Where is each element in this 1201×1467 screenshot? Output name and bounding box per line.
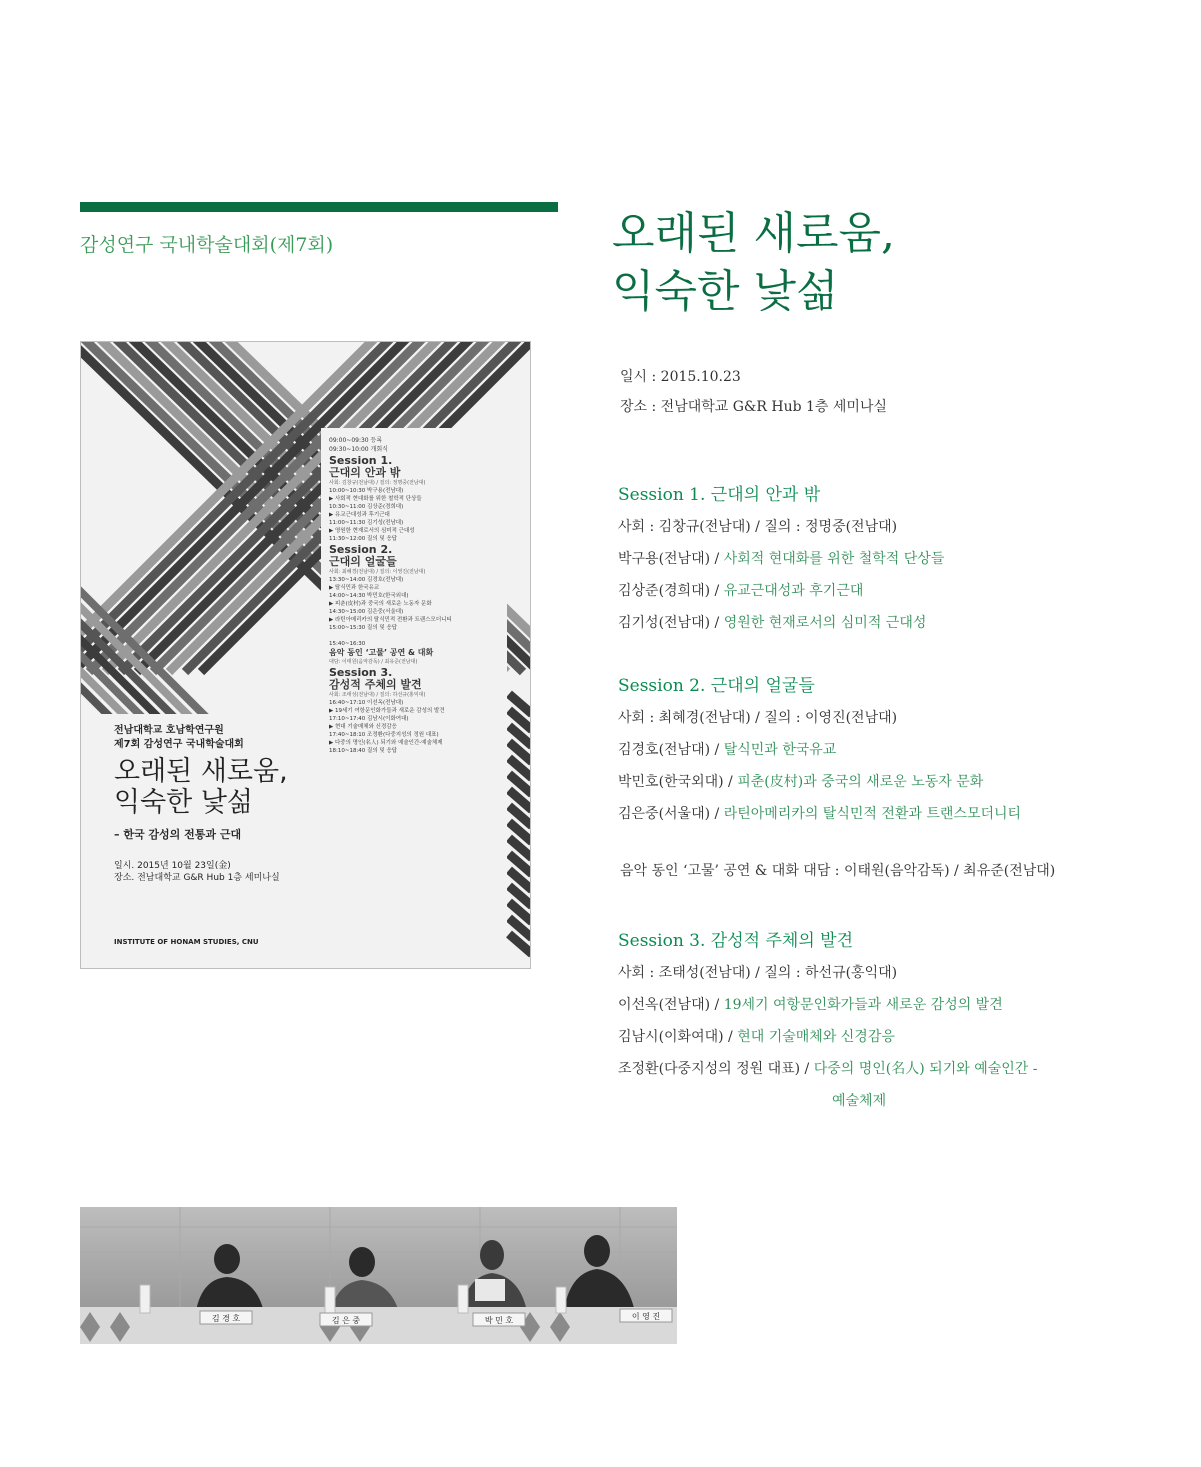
nameplate: 이 영 진 [631,1312,661,1321]
poster-schedule-1: 09:30~10:00 개회식 [329,446,388,453]
poster-s2-item: 15:00~15:30 질의 및 응답 [329,625,398,631]
poster-s1-item: ▶ 유교근대성과 후기근대 [329,512,390,518]
talk-speaker: 김은중(서울대) / [618,806,724,822]
poster-s2-item: ▶ 탈식민과 한국유교 [329,585,380,591]
poster-s3-item: 17:40~18:10 조정환(다중지성의 정원 대표) [329,732,439,738]
music-program: 음악 동인 ‘고물’ 공연 & 대화 대담 : 이태원(음악감독) / 최유준(전남대) [620,863,1056,879]
event-info [620,362,887,422]
talk-row [618,607,944,639]
poster-music-time: 15:40~16:30 [329,641,366,647]
talk-title-continuation: 예술체제 [832,1093,887,1109]
talk-row [618,766,1021,798]
event-date: 일시 : 2015.10.23 [620,369,741,385]
poster-s3-item: 18:10~18:40 질의 및 응답 [329,748,398,754]
poster-s2-item: ▶ 라틴아메리카의 탈식민적 전환과 트랜스모더니티 [329,617,452,623]
poster-event: 제7회 감성연구 국내학술대회 [114,739,244,750]
session-host: 사회 : 김창규(전남대) / 질의 : 정명중(전남대) [618,519,898,535]
talk-title: 다중의 명인(名人) 되기와 예술인간 - [813,1061,1038,1077]
poster-s3-item: ▶ 19세기 여항문인화가들과 새로운 감성의 발견 [329,708,445,714]
poster-s2-item: 14:30~15:00 김은중(서울대) [329,609,404,615]
session-heading: Session 1. 근대의 안과 밖 [618,485,821,505]
event-place: 장소 : 전남대학교 G&R Hub 1층 세미나실 [620,399,887,415]
talk-title: 탈식민과 한국유교 [723,742,837,758]
talk-title: 라틴아메리카의 탈식민적 전환과 트랜스모더니티 [723,806,1022,822]
poster-s1-item: ▶ 사회적 현대화를 위한 철학적 단상들 [329,496,422,502]
talk-speaker: 김경호(전남대) / [618,742,724,758]
nameplate: 김 경 호 [211,1314,241,1323]
poster-session2-title: 근대의 얼굴들 [329,555,397,568]
poster-s3-item: 16:40~17:10 이선옥(전남대) [329,700,404,706]
talk-speaker: 김상준(경희대) / [618,583,724,599]
talk-speaker: 조정환(다중지성의 정원 대표) / [618,1061,814,1077]
session-3 [618,929,1037,1117]
poster-place: 장소. 전남대학교 G&R Hub 1층 세미나실 [114,873,280,883]
poster-footer: INSTITUTE OF HONAM STUDIES, CNU [114,938,259,946]
poster-music-host: 대담: 이태원(음악감독) / 최유준(전남대) [329,659,418,665]
poster-s1-item: 10:00~10:30 박구용(전남대) [329,488,404,494]
talk-title: 현대 기술매체와 신경감응 [737,1029,895,1045]
poster-s3-item: ▶ 현대 기술매체와 신경감응 [329,724,397,730]
session-heading: Session 3. 감성적 주체의 발견 [618,931,853,951]
poster-s1-item: 11:00~11:30 김기성(전남대) [329,520,404,526]
poster-session1-title: 근대의 안과 밖 [329,466,401,479]
poster-session2-label: Session 2. [329,543,393,556]
session-host: 사회 : 최혜경(전남대) / 질의 : 이영진(전남대) [618,710,898,726]
poster-session3-title: 감성적 주체의 발견 [329,678,422,691]
title-line-1: 오래된 새로움, [612,208,895,259]
talk-speaker: 김남시(이화여대) / [618,1029,738,1045]
poster-subtitle: – 한국 감성의 전통과 근대 [114,828,242,841]
talk-title: 19세기 여항문인화가들과 새로운 감성의 발견 [723,997,1003,1013]
poster-session1-host: 사회: 김창규(전남대) / 질의: 정명중(전남대) [329,480,426,486]
talk-speaker: 박민호(한국외대) / [618,774,738,790]
talk-title: 유교근대성과 후기근대 [723,583,864,599]
nameplate: 박 민 호 [484,1316,514,1325]
nameplate: 김 은 중 [331,1316,361,1325]
section-label: 감성연구 국내학술대회(제7회) [80,234,334,256]
poster-s1-item: ▶ 영원한 현재로서의 심미적 근대성 [329,528,415,534]
poster-session2-host: 사회: 최혜경(전남대) / 질의: 이영진(전남대) [329,569,426,575]
poster-session1-label: Session 1. [329,454,393,467]
page-title [612,205,895,321]
header-accent-bar [80,202,558,212]
talk-row [618,575,944,607]
poster-s1-item: 10:30~11:00 김상준(경희대) [329,504,404,510]
event-poster [80,341,531,969]
poster-title-line-1: 오래된 새로움, [114,756,288,787]
talk-row [618,1021,1037,1053]
talk-title: 영원한 현재로서의 심미적 근대성 [723,615,927,631]
talk-title: 사회적 현대화를 위한 철학적 단상들 [723,551,945,567]
talk-speaker: 이선옥(전남대) / [618,997,724,1013]
panel-photo [80,1207,677,1344]
poster-s2-item: ▶ 피춘(皮村)과 중국의 새로운 노동자 문화 [329,601,432,607]
poster-program [329,436,519,755]
talk-row [618,798,1021,830]
poster-session3-host: 사회: 조태성(전남대) / 질의: 하선규(홍익대) [329,692,426,698]
talk-row [618,989,1037,1021]
talk-row [618,543,944,575]
poster-s2-item: 14:00~14:30 박민호(한국외대) [329,593,409,599]
poster-title-block [114,724,354,884]
poster-s2-item: 13:30~14:00 김경호(전남대) [329,577,404,583]
talk-row [618,1053,1037,1085]
poster-title-line-2: 익숙한 낯섦 [114,787,253,818]
poster-s1-item: 11:30~12:00 질의 및 응답 [329,536,398,542]
poster-s3-item: 17:10~17:40 김남시(이화여대) [329,716,409,722]
session-host: 사회 : 조태성(전남대) / 질의 : 하선규(홍익대) [618,965,898,981]
poster-schedule-0: 09:00~09:30 등록 [329,437,383,444]
title-line-2: 익숙한 낯섦 [612,266,839,317]
poster-session3-label: Session 3. [329,666,393,679]
poster-music-title: 음악 동인 ‘고물’ 공연 & 대화 [329,648,434,657]
poster-institution: 전남대학교 호남학연구원 [114,725,224,736]
talk-title: 피춘(皮村)과 중국의 새로운 노동자 문화 [737,774,984,790]
session-2 [618,674,1021,830]
panel-photo-scene [80,1207,677,1344]
session-heading: Session 2. 근대의 얼굴들 [618,676,815,696]
poster-date: 일시. 2015년 10월 23일(金) [114,861,231,871]
talk-speaker: 김기성(전남대) / [618,615,724,631]
talk-speaker: 박구용(전남대) / [618,551,724,567]
poster-s3-item: ▶ 다중의 명인(名人) 되기와 예술인간-예술체제 [329,740,443,746]
session-1 [618,483,944,639]
talk-row [618,734,1021,766]
